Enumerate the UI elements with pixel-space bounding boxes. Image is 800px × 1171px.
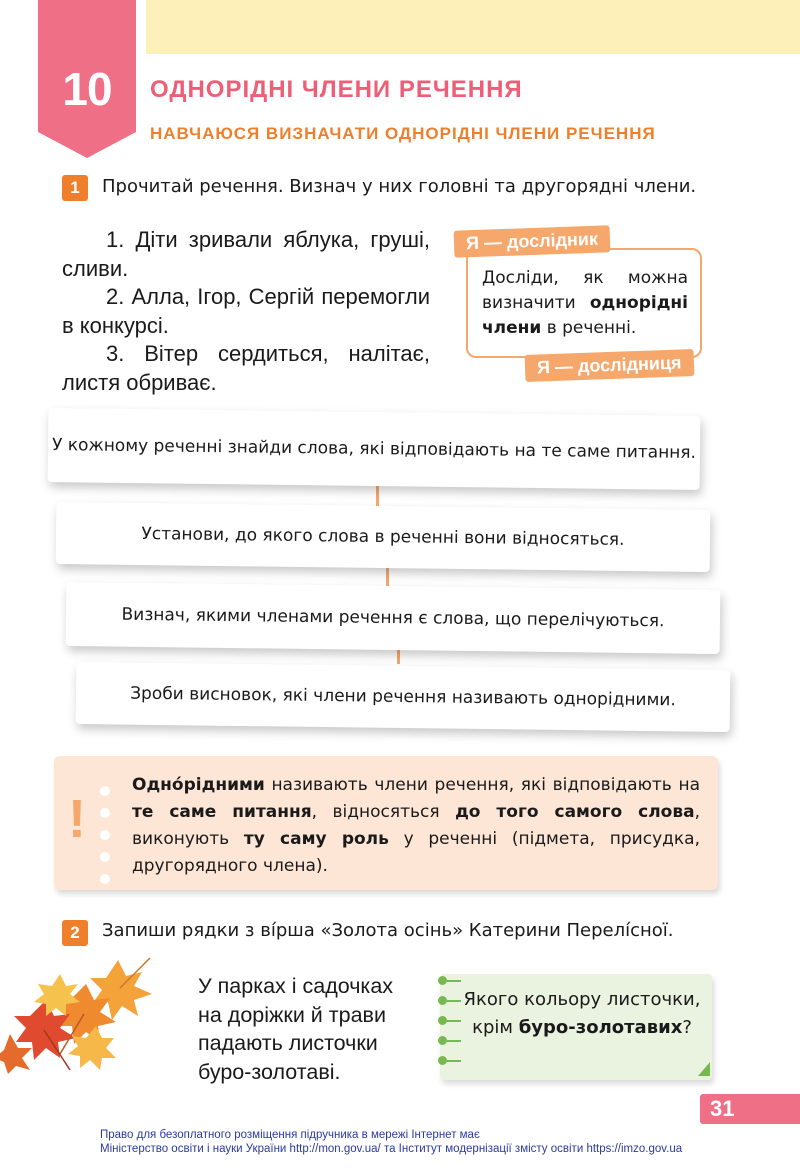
task-1-instruction: Прочитай речення. Визнач у них головні та другорядні члени. (102, 176, 697, 197)
task-2-badge: 2 (62, 920, 88, 946)
research-text-bold: однорідні члени (482, 293, 688, 338)
footer-line-2: Міністерство освіти і науки України http://mon.gov.ua/ та Інститут модернізації змісту освіти https://imzo.gov.ua (100, 1143, 683, 1155)
rule-term: Одно́рідними (132, 775, 265, 795)
lesson-number-tab (38, 0, 136, 158)
lesson-subtitle: НАВЧАЮСЯ ВИЗНАЧАТИ ОДНОРІДНІ ЧЛЕНИ РЕЧЕННЯ (150, 124, 656, 143)
decor-dot (100, 786, 110, 796)
green-bullet (438, 1016, 447, 1025)
question-part: Якого кольору листочки, крім (463, 989, 701, 1038)
exclamation-icon: ! (68, 789, 86, 849)
step-card-3: Визнач, якими членами речення є слова, що перелічуються. (66, 582, 721, 654)
example-sentences (62, 226, 430, 397)
research-text-part: Досліди, як можна визначити (482, 268, 688, 313)
step-connector (397, 648, 400, 664)
rule-bold: те саме питання (132, 802, 312, 822)
page-number: 31 (700, 1094, 800, 1124)
step-connector (376, 484, 379, 508)
green-bullet (438, 1036, 447, 1045)
step-card-1: У кожному реченні знайди слова, які відповідають на те саме питання. (48, 408, 701, 490)
poem (198, 972, 393, 1086)
green-corner-triangle (698, 1062, 710, 1076)
green-bullet (438, 976, 447, 985)
question-bold: буро-золотавих (518, 1017, 683, 1038)
decor-dot (100, 830, 110, 840)
research-text (482, 266, 688, 341)
researcher-tag-female: Я — дослідниця (525, 349, 694, 382)
poem-line-1: У парках і садочках (198, 974, 394, 998)
green-dash (447, 1020, 461, 1022)
footer-license (100, 1128, 740, 1156)
rule-bold: до того самого слова (455, 802, 695, 822)
rule-text (132, 772, 700, 880)
decor-dot (100, 808, 110, 818)
poem-line-4: буро-золотаві. (198, 1059, 341, 1084)
step-card-4: Зроби висновок, які члени речення називають однорідними. (76, 662, 731, 732)
task-1-badge: 1 (62, 175, 88, 201)
research-text-part: в реченні. (541, 318, 637, 338)
rule-part: , відносяться (311, 802, 456, 822)
green-dash (447, 1040, 461, 1042)
green-bullet (438, 996, 447, 1005)
green-dash (447, 980, 461, 982)
footer-line-1: Право для безоплатного розміщення підручника в мережі Інтернет має (100, 1129, 480, 1141)
question-text (462, 986, 702, 1042)
question-part: ? (682, 1017, 692, 1038)
rule-bold: ту саму роль (243, 829, 389, 849)
header-band (146, 0, 800, 54)
researcher-tag-male: Я — дослідник (454, 225, 611, 257)
step-card-2: Установи, до якого слова в реченні вони відносяться. (56, 502, 711, 572)
green-dash (447, 1060, 461, 1062)
rule-part: , виконують (132, 802, 700, 849)
sentence-1: 1. Діти зривали яблука, груші, сливи. (62, 227, 430, 281)
decor-dot (100, 852, 110, 862)
decor-dot (100, 874, 110, 884)
poem-line-2: на доріжки й трави (198, 1002, 386, 1027)
sentence-2: 2. Алла, Ігор, Сергій перемогли в конкурсі. (62, 284, 430, 338)
green-dash (447, 1000, 461, 1002)
sentence-3: 3. Вітер сердиться, налітає, листя обриває. (62, 341, 430, 395)
lesson-title: ОДНОРІДНІ ЧЛЕНИ РЕЧЕННЯ (150, 76, 523, 103)
poem-line-3: падають листочки (198, 1031, 378, 1055)
rule-part: називають члени речення, які відповідають на (264, 775, 700, 795)
autumn-leaves-icon (0, 954, 160, 1074)
rule-part: у реченні (підмета, присудка, другорядного члена). (132, 829, 700, 876)
green-bullet (438, 1056, 447, 1065)
task-2-instruction: Запиши рядки з ві́рша «Золота осінь» Катерини Перелі́сної. (102, 920, 674, 941)
lesson-number: 10 (62, 63, 112, 115)
